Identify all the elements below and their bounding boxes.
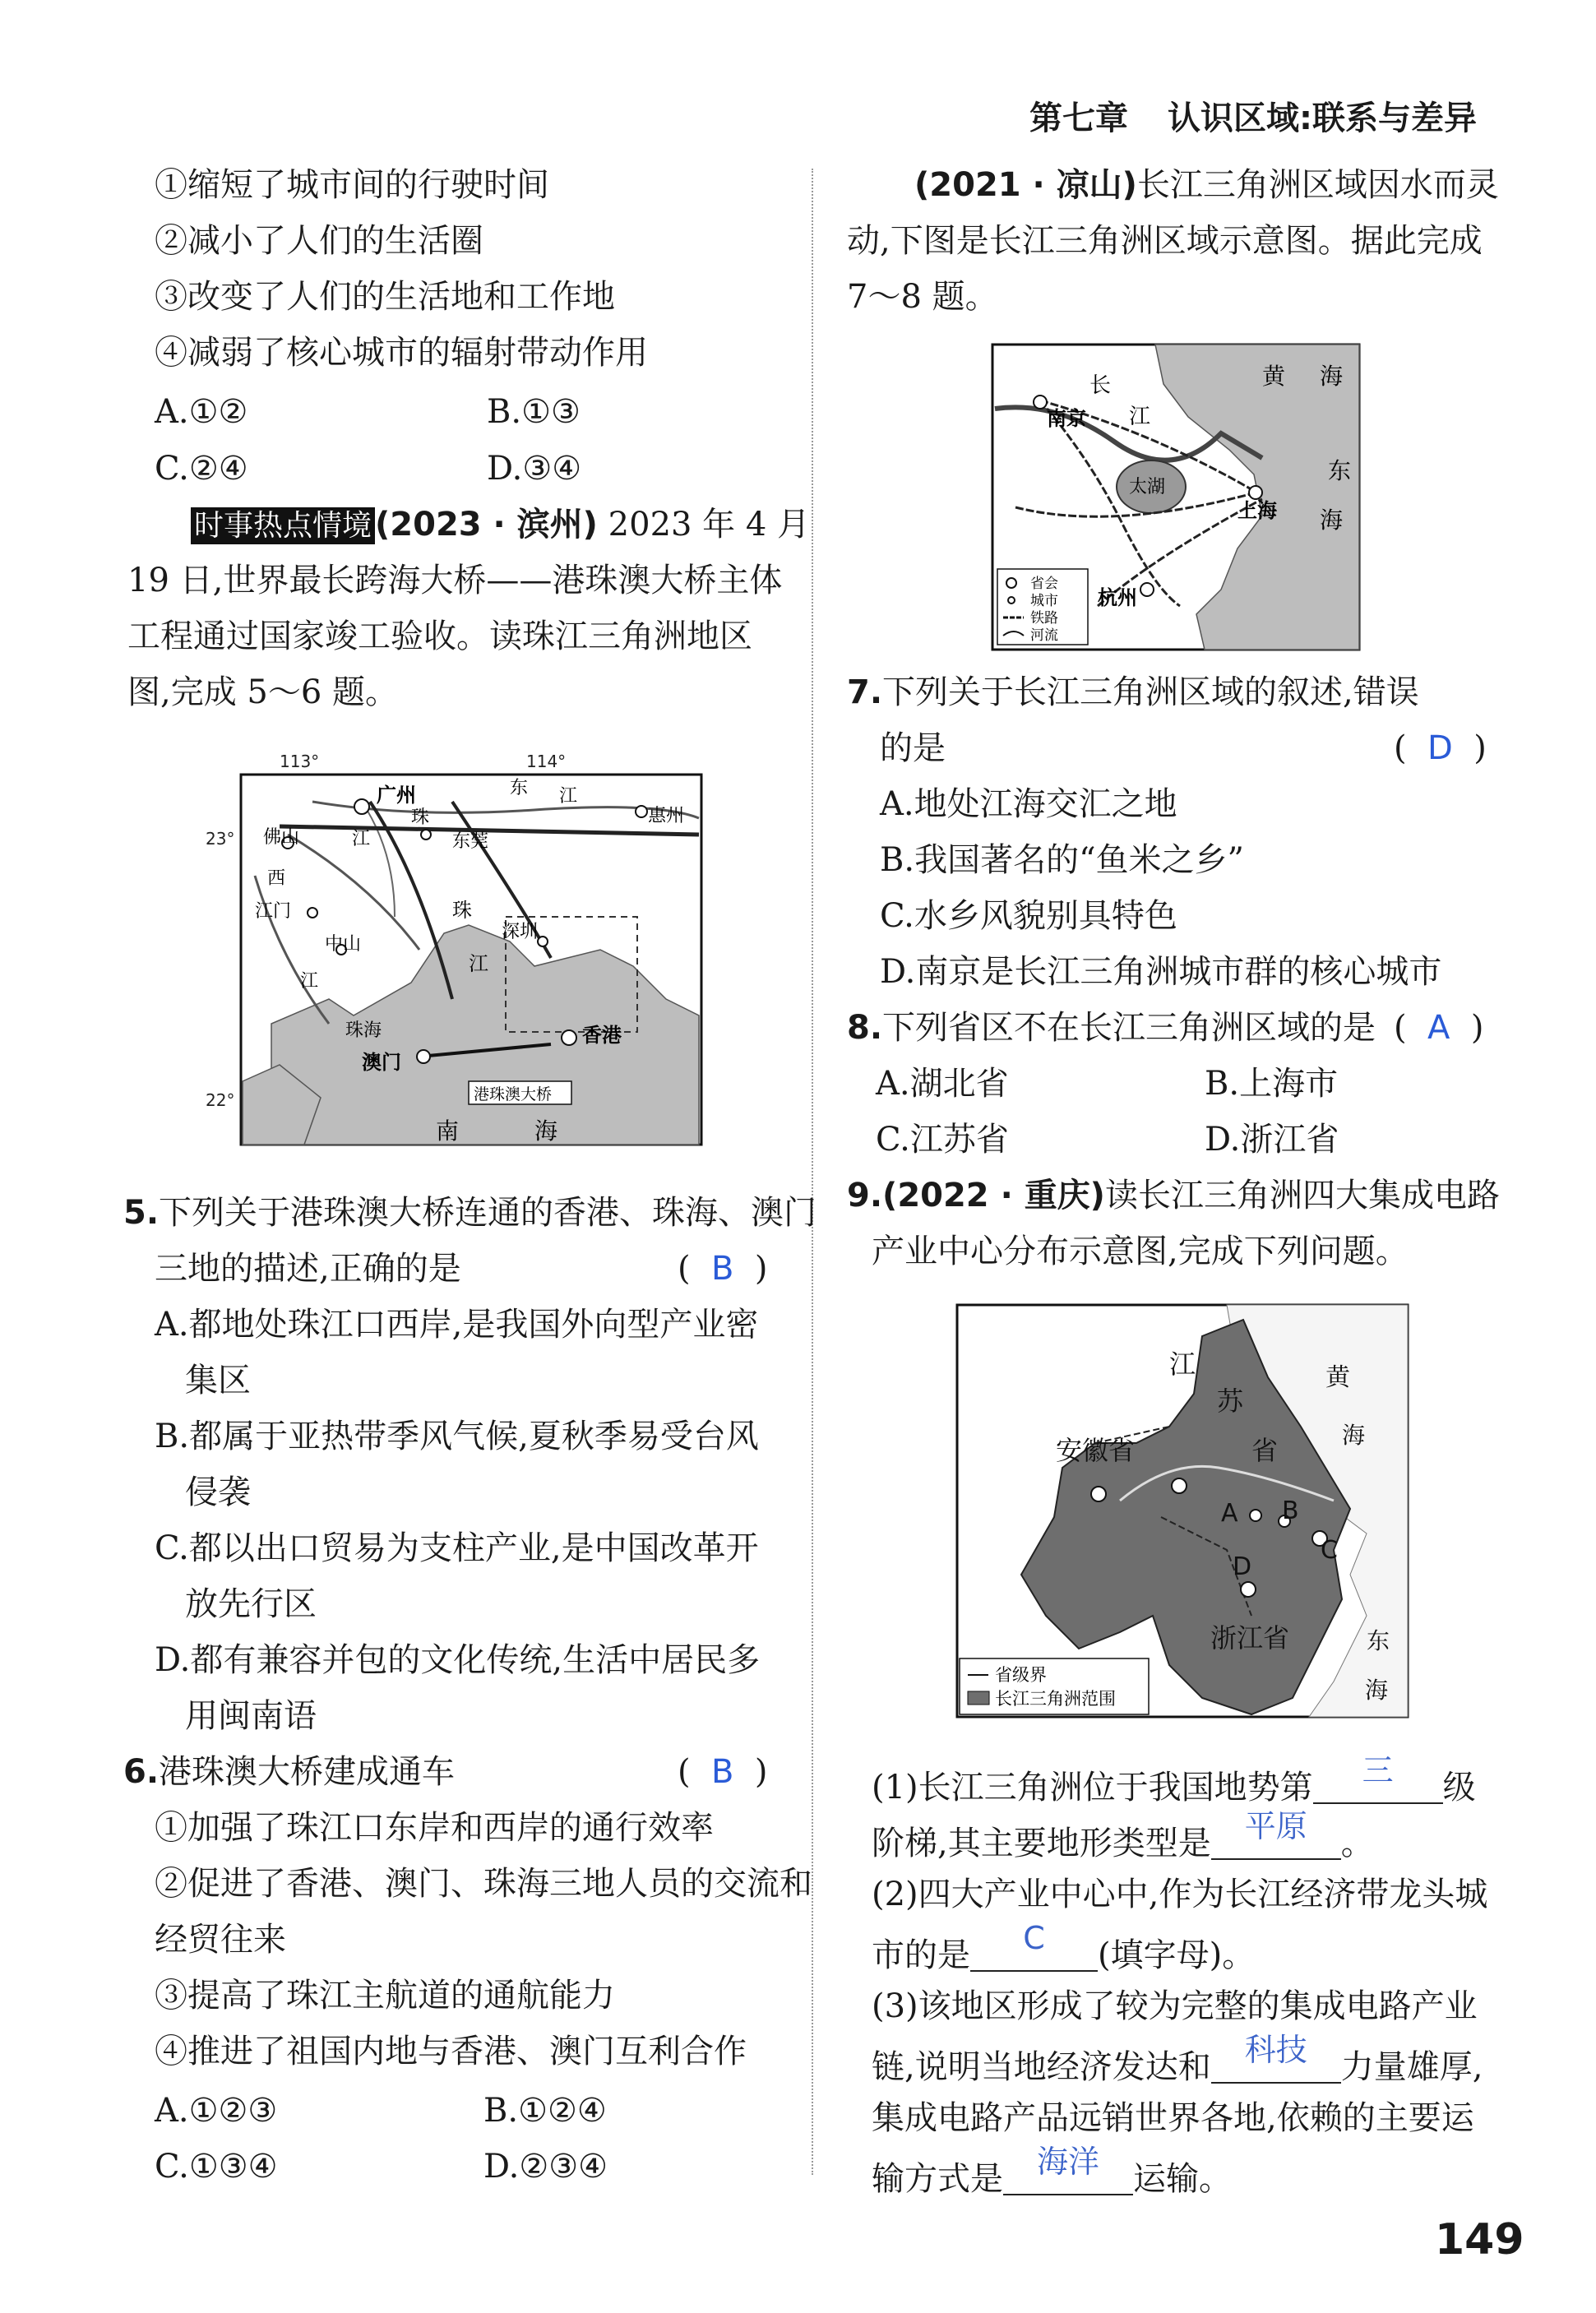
map1-shenzhen: 深圳 — [502, 922, 539, 942]
context-line2: 19 日,世界最长跨海大桥——港珠澳大桥主体 — [127, 562, 783, 599]
map2-hai2: 海 — [1320, 507, 1344, 534]
map2-legend-capital: 省会 — [1030, 576, 1058, 592]
map1-guangzhou: 广州 — [377, 784, 416, 807]
q6-option-4: ④推进了祖国内地与香港、澳门互利合作 — [155, 2033, 747, 2070]
map1-jiangmen: 江门 — [255, 901, 292, 922]
map3-label-a: A — [1221, 1499, 1238, 1528]
pearl-river-delta-map — [206, 752, 715, 1155]
q7-option-d: D.南京是长江三角洲城市群的核心城市 — [880, 953, 1442, 991]
map1-hai: 海 — [534, 1117, 558, 1145]
q7-answer: D — [1427, 729, 1453, 767]
map1-nan: 南 — [436, 1117, 460, 1145]
map3-sheng: 省 — [1251, 1435, 1279, 1466]
q9-part2-line1: (2)四大产业中心中,作为长江经济带龙头城 — [872, 1876, 1488, 1913]
q9-part2-answer: C — [1023, 1920, 1045, 1956]
map1-zhuhai: 珠海 — [345, 1020, 382, 1041]
q6-option-1: ①加强了珠江口东岸和西岸的通行效率 — [155, 1809, 714, 1847]
chapter-title: 认识区域:联系与差异 — [1168, 99, 1477, 137]
map3-zhejiang: 浙江省 — [1210, 1622, 1290, 1654]
q4-option-2: ②减小了人们的生活圈 — [155, 222, 483, 260]
map1-lat22: 22° — [206, 1090, 235, 1110]
map2-nanjing: 南京 — [1047, 407, 1086, 430]
q6-choice-c: C.①③④ — [155, 2148, 278, 2186]
map1-zhu2: 珠 — [452, 899, 472, 922]
q9-part1-answer2: 平原 — [1244, 1808, 1307, 1844]
q4-choice-a: A.①② — [155, 393, 248, 431]
q9-part3-line3: 集成电路产品远销世界各地,依赖的主要运 — [872, 2099, 1474, 2137]
q9-part1-text-c: 阶梯,其主要地形类型是 — [872, 1825, 1211, 1862]
q9-part3-answer2: 海洋 — [1036, 2144, 1099, 2180]
map3-huang: 黄 — [1325, 1363, 1350, 1392]
q6-number: 6. — [123, 1753, 160, 1791]
q9-part3-line4 — [872, 2144, 1232, 2198]
q5-option-a1: A.都地处珠江口西岸,是我国外向型产业密 — [155, 1306, 759, 1344]
map3-su: 苏 — [1217, 1385, 1244, 1417]
q9-part3-line1: (3)该地区形成了较为完整的集成电路产业 — [872, 1987, 1478, 2025]
q8-answer: A — [1427, 1009, 1450, 1047]
map1-hongkong: 香港 — [582, 1024, 622, 1047]
q7-stem2: 的是 — [880, 729, 946, 767]
q4-choice-b: B.①③ — [487, 393, 581, 431]
map2-legend-city: 城市 — [1030, 593, 1058, 609]
map3-legend-region: 长江三角洲范围 — [995, 1689, 1116, 1709]
q9-part2-text-b: 市的是 — [872, 1936, 970, 1974]
map1-jiang3: 江 — [300, 971, 319, 992]
q5-option-d2: 用闽南语 — [185, 1697, 317, 1735]
q9-stem-line1 — [847, 1179, 1500, 1212]
q9-part1-line2 — [872, 1808, 1374, 1862]
map1-foshan: 佛山 — [263, 827, 300, 848]
q4-choice-c: C.②④ — [155, 450, 248, 488]
map1-zhongshan: 中山 — [325, 934, 362, 955]
q7-stem-line1 — [847, 673, 1419, 711]
map3-label-b: B — [1282, 1497, 1299, 1525]
map3-anhui: 安徽省 — [1056, 1435, 1136, 1466]
q9-part3-line2 — [872, 2032, 1483, 2086]
map1-huizhou: 惠州 — [648, 806, 685, 826]
map3-dong: 东 — [1367, 1627, 1390, 1654]
map2-huang: 黄 — [1262, 363, 1286, 390]
q7-answer-box: ( D ) — [1394, 729, 1487, 767]
q8-answer-box: ( A ) — [1394, 1009, 1484, 1047]
q4-option-3: ③改变了人们的生活地和工作地 — [155, 278, 615, 316]
q6-option-3: ③提高了珠江主航道的通航能力 — [155, 1977, 615, 2015]
q5-stem1: 下列关于港珠澳大桥连通的香港、珠海、澳门 — [159, 1194, 817, 1232]
context-block — [191, 506, 811, 544]
q5-option-b1: B.都属于亚热带季风气候,夏秋季易受台风 — [155, 1418, 759, 1455]
map3-hai2: 海 — [1365, 1677, 1389, 1704]
map1-zhu: 珠 — [411, 807, 430, 828]
q7-number: 7. — [847, 673, 883, 711]
q9-part2-text-c: (填字母)。 — [1098, 1936, 1256, 1974]
q8-number: 8. — [847, 1009, 883, 1047]
q7-stem1: 下列关于长江三角洲区域的叙述,错误 — [882, 673, 1419, 711]
map2-hangzhou: 杭州 — [1098, 586, 1137, 609]
context-tag: 时事热点情境 — [191, 507, 375, 544]
context-line1: 2023 年 4 月 — [608, 506, 811, 544]
q6-option-2b: 经贸往来 — [155, 1921, 286, 1959]
q9-part3-text-b: 链,说明当地经济发达和 — [872, 2048, 1211, 2086]
q9-part1-text-d: 。 — [1340, 1825, 1374, 1862]
map2-shanghai: 上海 — [1237, 499, 1277, 522]
q5-answer: B — [711, 1250, 734, 1288]
q7-option-a: A.地处江海交汇之地 — [880, 785, 1177, 823]
map3-label-c: C — [1321, 1536, 1338, 1565]
chapter-number: 第七章 — [1029, 99, 1128, 137]
map3-label-d: D — [1233, 1552, 1252, 1581]
context-line4: 图,完成 5～6 题。 — [127, 673, 399, 711]
q6-answer-box: ( B ) — [678, 1753, 768, 1791]
context-line3: 工程通过国家竣工验收。读珠江三角洲地区 — [127, 618, 752, 655]
map2-dong: 东 — [1328, 457, 1352, 484]
q5-option-b2: 侵袭 — [185, 1473, 251, 1511]
q7-option-c: C.水乡风貌别具特色 — [880, 897, 1177, 935]
q4-option-4: ④减弱了核心城市的辐射带动作用 — [155, 334, 648, 372]
map1-lon113: 113° — [280, 752, 320, 771]
q5-stem2: 三地的描述,正确的是 — [155, 1250, 461, 1288]
map1-lat23: 23° — [206, 829, 235, 849]
map3-jiang: 江 — [1169, 1348, 1196, 1380]
q5-option-a2: 集区 — [185, 1362, 251, 1399]
q5-option-c2: 放先行区 — [185, 1585, 317, 1623]
q6-choice-a: A.①②③ — [155, 2092, 278, 2130]
map1-jiang1: 江 — [559, 786, 578, 807]
map2-legend-river: 河流 — [1030, 627, 1058, 644]
q6-choice-d: D.②③④ — [483, 2148, 608, 2186]
q6-stem-line — [123, 1753, 456, 1791]
q5-number: 5. — [123, 1194, 160, 1232]
q9-part1-text-a: (1)长江三角洲位于我国地势第 — [872, 1769, 1313, 1806]
q5-option-d1: D.都有兼容并包的文化传统,生活中居民多 — [155, 1641, 761, 1679]
q9-part3-text-c: 力量雄厚, — [1340, 2048, 1483, 2086]
q9-number: 9. — [847, 1177, 883, 1214]
intro-text1: 长江三角洲区域因水而灵 — [1136, 166, 1499, 204]
ic-industry-map — [955, 1303, 1409, 1719]
q9-part3-text-e: 输方式是 — [872, 2160, 1003, 2198]
q8-choice-a: A.湖北省 — [876, 1065, 1009, 1103]
q6-stem: 港珠澳大桥建成通车 — [159, 1753, 456, 1791]
q5-answer-box: ( B ) — [678, 1250, 768, 1288]
q6-choice-b: B.①②④ — [483, 2092, 607, 2130]
intro-line3: 7～8 题。 — [847, 278, 998, 316]
map1-bridge-label: 港珠澳大桥 — [474, 1085, 553, 1103]
q8-choice-b: B.上海市 — [1205, 1065, 1339, 1103]
map2-chang: 长 — [1089, 373, 1112, 398]
q5-stem-line1 — [123, 1194, 817, 1232]
page-number: 149 — [1435, 2215, 1524, 2264]
q6-answer: B — [711, 1753, 734, 1791]
q9-part1-answer1: 三 — [1362, 1752, 1394, 1788]
map1-lon114: 114° — [526, 752, 567, 771]
q8-stem: 下列省区不在长江三角洲区域的是 — [882, 1009, 1376, 1047]
map1-xi: 西 — [267, 868, 286, 889]
q4-choice-d: D.③④ — [487, 450, 582, 488]
q9-stem2: 产业中心分布示意图,完成下列问题。 — [872, 1233, 1409, 1270]
q9-part1-line1 — [872, 1752, 1476, 1806]
q9-stem1: 读长江三角洲四大集成电路 — [1104, 1177, 1500, 1214]
map3-legend-border: 省级界 — [995, 1665, 1047, 1685]
q6-option-2a: ②促进了香港、澳门、珠海三地人员的交流和 — [155, 1865, 812, 1903]
q9-part3-answer1: 科技 — [1244, 2032, 1307, 2068]
map1-macau: 澳门 — [362, 1051, 401, 1074]
intro-line2: 动,下图是长江三角洲区域示意图。据此完成 — [847, 222, 1483, 260]
context-source: (2023 · 滨州) — [375, 506, 598, 544]
q7-option-b: B.我国著名的“鱼米之乡” — [880, 841, 1245, 879]
map3-hai1: 海 — [1342, 1422, 1366, 1449]
q9-part3-text-f: 运输。 — [1133, 2160, 1232, 2198]
map2-hai1: 海 — [1320, 363, 1344, 390]
q9-part2-line2 — [872, 1920, 1256, 1974]
map2-jiang: 江 — [1129, 405, 1151, 429]
q8-stem-line — [847, 1009, 1376, 1047]
q5-option-c1: C.都以出口贸易为支柱产业,是中国改革开 — [155, 1529, 759, 1567]
q9-source: (2022 · 重庆) — [882, 1177, 1105, 1214]
q8-choice-c: C.江苏省 — [876, 1121, 1009, 1159]
intro-line1 — [914, 166, 1499, 204]
q4-option-1: ①缩短了城市间的行驶时间 — [155, 166, 549, 204]
q9-part1-text-b: 级 — [1442, 1769, 1476, 1806]
map2-taihu-label: 太湖 — [1129, 477, 1166, 497]
intro-source: (2021 · 凉山) — [914, 166, 1137, 204]
map1-dong: 东 — [510, 778, 529, 798]
yangtze-delta-map — [991, 343, 1361, 651]
map2-legend-rail: 铁路 — [1030, 610, 1058, 627]
map1-jiang2: 江 — [352, 829, 371, 849]
q8-choice-d: D.浙江省 — [1205, 1121, 1339, 1159]
map1-dongguan: 东莞 — [452, 831, 489, 852]
map1-jiang4: 江 — [469, 952, 488, 975]
